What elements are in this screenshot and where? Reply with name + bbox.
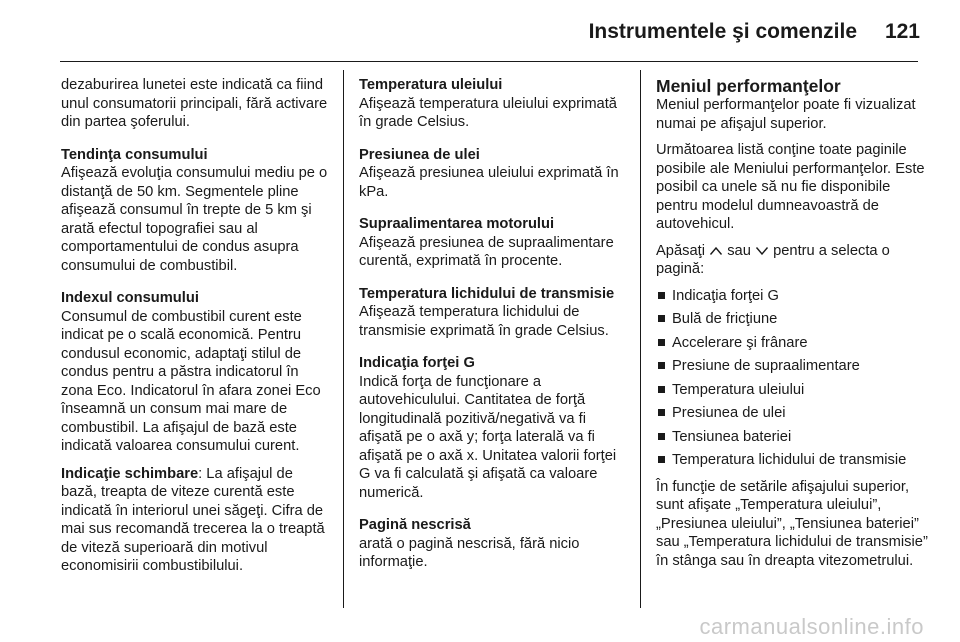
section-title: Instrumentele şi comenzile — [588, 20, 857, 43]
section-boost — [359, 215, 627, 271]
performance-list-intro — [656, 141, 928, 234]
header-divider — [60, 61, 918, 62]
list-item-label: Temperatura uleiului — [672, 381, 805, 398]
text-g-force: Indică forţa de funcţionare a autovehiculului. Cantitatea de forţă longitudinală pozitivă/negativă va fi afişată pe o axă y; forţa laterală va fi afişată pe o axă x. Unitatea valorii forţei G va fi calculată şi afişată ca valoare numerică. — [359, 373, 617, 501]
column-divider-1 — [343, 70, 344, 608]
performance-page-list — [656, 287, 928, 470]
text-boost: Afişează presiunea de supraalimentare curentă, exprimată în procente. — [359, 234, 614, 269]
text-performance-menu-intro: Meniul performanţelor poate fi vizualizat numai pe afişajul superior. — [656, 97, 916, 132]
bullet-icon — [658, 339, 665, 346]
column-2 — [359, 76, 627, 586]
heading-g-force: Indicaţia forţei G — [359, 355, 475, 371]
bullet-icon — [658, 409, 665, 416]
text-consumption-trend: Afişează evoluţia consumului mediu pe o distanţă de 50 km. Segmentele pline afişează consumul în trepte de 5 km şi arată efectul topografiei sau al comportamentului de condus asupra consumului de combustibil. — [61, 165, 328, 274]
list-item — [656, 310, 928, 329]
column-divider-2 — [640, 70, 641, 608]
chevron-down-icon — [755, 246, 769, 256]
list-item — [656, 287, 928, 306]
text-transmission-temperature: Afişează temperatura lichidului de transmisie exprimată în grade Celsius. — [359, 304, 609, 339]
bullet-icon — [658, 433, 665, 440]
watermark: carmanualsonline.info — [699, 614, 924, 639]
press-instruction — [656, 242, 928, 279]
heading-oil-pressure: Presiunea de ulei — [359, 146, 480, 163]
heading-boost: Supraalimentarea motorului — [359, 216, 555, 232]
display-settings-note — [656, 478, 928, 571]
text-shift-indication: : La afişajul de bază, treapta de viteze curentă este indicată în interiorul unei săgeţi. Cifra de mai sus recomandă trecerea la o treaptă de viteză superioară din motivul economisirii combustibilului. — [61, 465, 325, 574]
heading-consumption-index: Indexul consumului — [61, 290, 199, 306]
list-item-label: Accelerare şi frânare — [672, 334, 808, 351]
bullet-icon — [658, 315, 665, 322]
intro-paragraph — [61, 76, 331, 132]
page-number: 121 — [884, 20, 920, 43]
bullet-icon — [658, 456, 665, 463]
list-item — [656, 357, 928, 376]
list-item — [656, 334, 928, 353]
list-item — [656, 428, 928, 447]
text-display-settings-note: În funcţie de setările afişajului superior, sunt afişate „Temperatura uleiului”, „Presiunea uleiului”, „Tensiunea bateriei” sau „Temperatura lichidului de transmisie” în stânga sau în dreapta vitezometrului. — [656, 478, 928, 569]
list-item-label: Bulă de fricţiune — [672, 311, 778, 327]
bullet-icon — [658, 292, 665, 299]
text-consumption-index: Consumul de combustibil curent este indicat pe o scală economică. Pentru condusul economic, adaptaţi stilul de condus pentru a păstra indicatorul în zona Eco. Indicatorul în afara zonei Eco înseamnă un consum mai mare de combustibil. La afişajul de bază este indicată valoarea consumului curent. — [61, 308, 321, 454]
press-c: pentru a selecta o pagină: — [656, 242, 890, 277]
bullet-icon — [658, 386, 665, 393]
column-3 — [656, 76, 928, 584]
text-oil-pressure: Afişează presiunea uleiului exprimată în kPa. — [359, 165, 619, 200]
heading-transmission-temperature: Temperatura lichidului de transmisie — [359, 285, 615, 302]
heading-blank-page: Pagină nescrisă — [359, 517, 471, 533]
section-oil-pressure — [359, 146, 627, 202]
section-shift-indication — [61, 465, 331, 576]
press-instruction-text — [656, 242, 928, 279]
section-oil-temperature — [359, 76, 627, 132]
section-transmission-temperature — [359, 285, 627, 341]
column-1 — [61, 76, 331, 590]
press-a: Apăsaţi — [656, 242, 705, 259]
list-item-label: Presiunea de ulei — [672, 405, 786, 421]
section-performance-menu — [656, 76, 928, 133]
press-b: sau — [727, 242, 751, 259]
heading-performance-menu: Meniul performanţelor — [656, 76, 841, 96]
list-item — [656, 404, 928, 423]
intro-text: dezaburirea lunetei este indicată ca fiind unul consumatorii principali, fără activare din partea şoferului. — [61, 77, 328, 130]
chevron-up-icon — [709, 246, 723, 256]
shift-paragraph — [61, 465, 331, 576]
text-blank-page: arată o pagină nescrisă, fără nicio informaţie. — [359, 535, 580, 570]
text-oil-temperature: Afişează temperatura uleiului exprimată în grade Celsius. — [359, 95, 617, 130]
section-blank-page — [359, 516, 627, 572]
list-item-label: Tensiunea bateriei — [672, 428, 792, 445]
list-item-label: Indicaţia forţei G — [672, 287, 779, 304]
heading-oil-temperature: Temperatura uleiului — [359, 77, 503, 93]
heading-shift-indication: Indicaţie schimbare — [61, 465, 199, 482]
section-consumption-trend — [61, 146, 331, 276]
list-item-label: Presiune de supraalimentare — [672, 358, 860, 374]
bullet-icon — [658, 362, 665, 369]
list-item-label: Temperatura lichidului de transmisie — [672, 452, 907, 468]
section-g-force — [359, 354, 627, 502]
text-performance-list-intro: Următoarea listă conţine toate paginile posibile ale Meniului performanţelor. Este posibil ca unele să nu fie disponibile pentru modelul dumneavoastră de autovehicul. — [656, 142, 925, 232]
list-item — [656, 451, 928, 470]
list-item — [656, 381, 928, 400]
heading-consumption-trend: Tendinţa consumului — [61, 146, 208, 163]
section-consumption-index — [61, 289, 331, 456]
page-header — [0, 0, 960, 62]
